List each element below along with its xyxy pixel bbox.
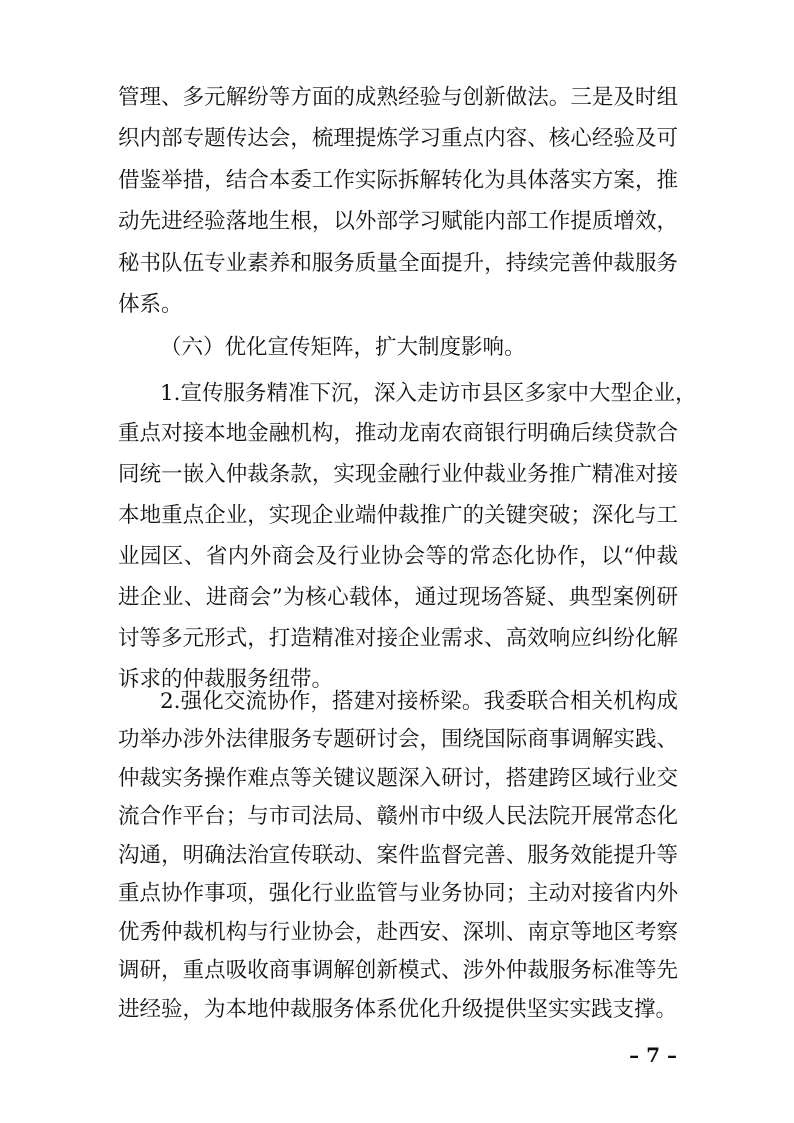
paragraph-line: 本地重点企业，实现企业端仲裁推广的关键突破；深化与工 — [118, 503, 678, 528]
paragraph-line: 进经验，为本地仲裁服务体系优化升级提供坚实实践支撑。 — [118, 997, 678, 1022]
paragraph-line: 诉求的仲裁服务纽带。 — [118, 667, 334, 692]
paragraph-line: 流合作平台；与市司法局、赣州市中级人民法院开展常态化 — [118, 804, 678, 829]
paragraph-line: 业园区、省内外商会及行业协会等的常态化协作，以“仲裁 — [118, 544, 678, 569]
paragraph-line: 同统一嵌入仲裁条款，实现金融行业仲裁业务推广精准对接 — [118, 462, 678, 487]
paragraph-line: 仲裁实务操作难点等关键议题深入研讨，搭建跨区域行业交 — [118, 766, 678, 791]
paragraph-line: 进企业、进商会”为核心载体，通过现场答疑、典型案例研 — [118, 585, 678, 610]
page-number: – 7 – — [629, 1043, 677, 1067]
paragraph-line: 管理、多元解纷等方面的成熟经验与创新做法。三是及时组 — [118, 85, 678, 110]
paragraph-line: 借鉴举措，结合本委工作实际拆解转化为具体落实方案，推 — [118, 168, 678, 193]
paragraph-line: 重点对接本地金融机构，推动龙南农商银行明确后续贷款合 — [118, 421, 678, 446]
paragraph-line: 沟通，明确法治宣传联动、案件监督完善、服务效能提升等 — [118, 843, 678, 868]
paragraph-line: 秘书队伍专业素养和服务质量全面提升，持续完善仲裁服务 — [118, 251, 678, 276]
paragraph-line: 重点协作事项，强化行业监管与业务协同；主动对接省内外 — [118, 881, 678, 906]
section-heading: （六）优化宣传矩阵，扩大制度影响。 — [160, 335, 526, 360]
paragraph-line: 功举办涉外法律服务专题研讨会，围绕国际商事调解实践、 — [118, 727, 678, 752]
paragraph-line: 1.宣传服务精准下沉，深入走访市县区多家中大型企业， — [160, 381, 697, 406]
paragraph-line: 动先进经验落地生根，以外部学习赋能内部工作提质增效， — [118, 209, 678, 234]
paragraph-line: 调研，重点吸收商事调解创新模式、涉外仲裁服务标准等先 — [118, 958, 678, 983]
paragraph-line: 体系。 — [118, 292, 183, 317]
paragraph-line: 讨等多元形式，打造精准对接企业需求、高效响应纠纷化解 — [118, 626, 678, 651]
paragraph-line: 优秀仲裁机构与行业协会，赴西安、深圳、南京等地区考察 — [118, 920, 678, 945]
paragraph-line: 2.强化交流协作，搭建对接桥梁。我委联合相关机构成 — [160, 689, 678, 714]
paragraph-line: 织内部专题传达会，梳理提炼学习重点内容、核心经验及可 — [118, 126, 678, 151]
